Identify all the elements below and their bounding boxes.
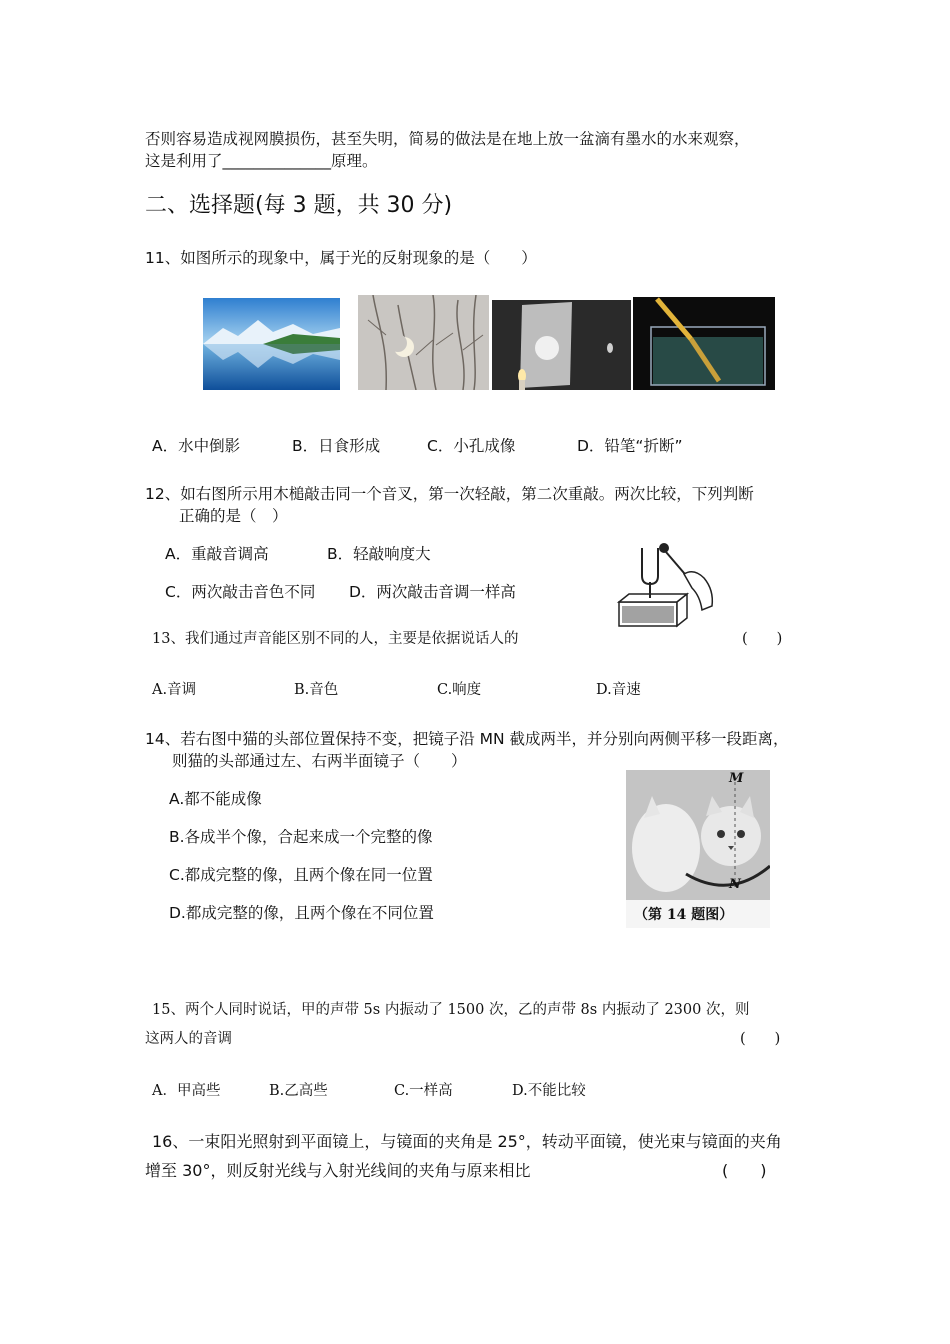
intro-line-2: 这是利用了______________原理。: [145, 152, 378, 170]
q12-option-c: C．两次敲击音色不同: [165, 583, 316, 601]
figure-14-caption: （第 14 题图）: [634, 907, 734, 923]
q16-paren: ( ): [722, 1161, 767, 1180]
q14-option-b: B.各成半个像，合起来成一个完整的像: [169, 828, 433, 846]
q12-option-a: A．重敲音调高: [165, 545, 269, 563]
pencil-refraction-image: [633, 297, 775, 390]
q13-option-d: D.音速: [596, 682, 641, 698]
q15-option-a: A．甲高些: [152, 1083, 221, 1099]
q15-stem-line-2: 这两人的音调: [145, 1031, 232, 1047]
q12-stem-line-1: 12、如右图所示用木槌敲击同一个音叉，第一次轻敲，第二次重敲。两次比较，下列判断: [145, 485, 754, 503]
lake-reflection-image: [203, 298, 340, 390]
q14-option-c: C.都成完整的像，且两个像在同一位置: [169, 866, 433, 884]
solar-eclipse-image: [358, 295, 489, 390]
q15-stem-line-1: 15、两个人同时说话，甲的声带 5s 内振动了 1500 次，乙的声带 8s 内振动了 2300 次，则: [152, 1002, 750, 1018]
q14-option-a: A.都不能成像: [169, 790, 262, 808]
section-title: 二、选择题(每 3 题，共 30 分): [145, 193, 453, 218]
q12-option-d: D．两次敲击音调一样高: [349, 583, 516, 601]
q11-option-b: B．日食形成: [292, 437, 381, 455]
q15-paren: ( ): [740, 1031, 781, 1047]
cat-mirror-figure: [626, 770, 770, 928]
q13-option-b: B.音色: [294, 682, 339, 698]
pinhole-image: [492, 300, 631, 390]
q15-option-d: D.不能比较: [512, 1083, 586, 1099]
q14-stem-line-2: 则猫的头部通过左、右两半面镜子（ ）: [172, 752, 467, 770]
q14-option-d: D.都成完整的像，且两个像在不同位置: [169, 904, 434, 922]
q13-option-c: C.响度: [437, 682, 482, 698]
q11-option-a: A．水中倒影: [152, 437, 241, 455]
q11-option-c: C．小孔成像: [427, 437, 516, 455]
q12-option-b: B．轻敲响度大: [327, 545, 431, 563]
q15-option-c: C.一样高: [394, 1083, 453, 1099]
mirror-label-n: N: [729, 877, 741, 892]
q13-option-a: A.音调: [152, 682, 197, 698]
q16-stem-line-1: 16、一束阳光照射到平面镜上，与镜面的夹角是 25°，转动平面镜，使光束与镜面的夹角: [152, 1132, 782, 1151]
intro-line-1: 否则容易造成视网膜损伤，甚至失明，简易的做法是在地上放一盆滴有墨水的水来观察，: [145, 130, 750, 148]
q11-option-d: D．铅笔“折断”: [577, 437, 683, 455]
q15-option-b: B.乙高些: [269, 1083, 328, 1099]
mirror-label-m: M: [729, 771, 744, 786]
q13-paren: ( ): [742, 631, 783, 647]
q13-stem: 13、我们通过声音能区别不同的人，主要是依据说话人的: [152, 631, 519, 647]
q11-stem: 11、如图所示的现象中，属于光的反射现象的是（ ）: [145, 249, 537, 267]
q16-stem-line-2: 增至 30°，则反射光线与入射光线间的夹角与原来相比: [145, 1161, 531, 1180]
q12-stem-line-2: 正确的是（ ）: [179, 507, 288, 525]
q14-stem-line-1: 14、若右图中猫的头部位置保持不变，把镜子沿 MN 截成两半，并分别向两侧平移一段距离，: [145, 730, 789, 748]
tuning-fork-figure: [614, 538, 720, 630]
